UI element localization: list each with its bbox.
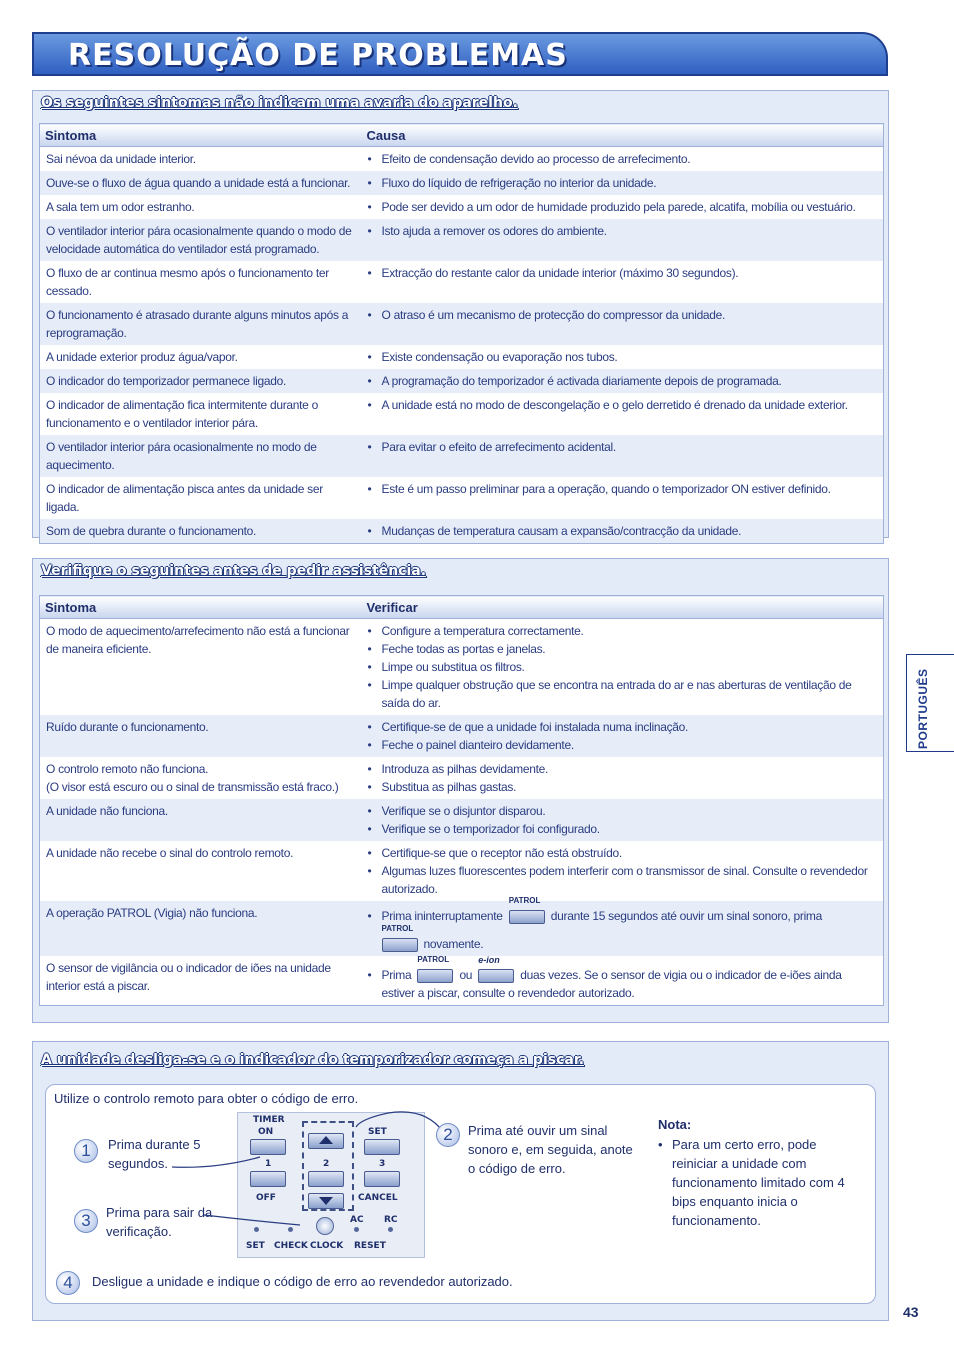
table-row [40,393,884,435]
note-title: Nota: [658,1117,692,1132]
check-item: • Limpe qualquer obstrução que se encontra na entrada do ar e nas aberturas de ventilação de saída do ar. [368,676,878,712]
cause-item: • Este é um passo preliminar para a operação, quando o temporizador ON estiver definido. [368,480,878,498]
check-item: • Verifique se o temporizador foi configurado. [368,820,878,838]
check-item: • Limpe ou substitua os filtros. [368,658,878,676]
step-number-4: 4 [56,1271,80,1295]
symptom-cell: O indicador do temporizador permanece ligado. [40,369,362,393]
cause-cell [362,435,884,477]
patrol-text-2: durante 15 segundos até ouvir um sinal sonoro, prima [550,909,823,923]
cause-item: • Efeito de condensação devido ao processo de arrefecimento. [368,150,878,168]
remote-cancel-label: CANCEL [358,1193,398,1203]
cause-item: • Fluxo do líquido de refrigeração no interior da unidade. [368,174,878,192]
symptom-cell: O indicador de alimentação pisca antes da unidade ser ligada. [46,482,323,514]
table-row [40,901,884,956]
button-label: PATROL [508,896,541,905]
ion-text-1: Prima [381,968,412,982]
check-cell [362,619,884,716]
callout-line-2 [356,1112,444,1133]
remote-num-3: 3 [379,1159,386,1169]
remote-bottom-reset: RESET [354,1241,386,1251]
col-header-check: Verificar [362,596,884,619]
check-cell [362,757,884,799]
page-title: RESOLUÇÃO DE PROBLEMAS [68,38,568,73]
check-cell [362,841,884,901]
language-tab [906,654,954,752]
remote-num-1: 1 [265,1159,272,1169]
step-3-text: Prima para sair da verificação. [106,1205,213,1239]
symptom-text: Ruído durante o funcionamento. [46,720,209,734]
ion-text-2: ou [459,968,473,982]
cause-cell [362,171,884,195]
check-item: • Certifique-se de que a unidade foi instalada numa inclinação. [368,718,878,736]
table-row [40,219,884,261]
check-item: • Verifique se o disjuntor disparou. [368,802,878,820]
cause-cell [362,345,884,369]
symptom-text: O controlo remoto não funciona. [46,762,209,776]
remote-rc-label: RC [384,1215,398,1225]
table-row [40,956,884,1006]
symptom-cell: Ouve-se o fluxo de água quando a unidade está a funcionar. [40,171,362,195]
step-2-text: Prima até ouvir um sinal sonoro e, em seguida, anote o código de erro. [468,1123,633,1176]
cause-item: • Mudanças de temperatura causam a expansão/contracção da unidade. [368,522,878,540]
note-item: • Para um certo erro, pode reiniciar a unidade com funcionamento limitado com 4 bips enquanto inicia o funcionamento. [658,1135,863,1230]
ion-text-3: duas vezes. Se o sensor de vigia ou o indicador de e-iões ainda estiver a piscar, consulte o revendedor autorizado. [381,968,842,1000]
table-row [40,171,884,195]
page-number: 43 [903,1304,919,1320]
callout-line-1 [172,1157,260,1167]
remote-bottom-clock: CLOCK [310,1241,344,1251]
symptom-cell: A sala tem um odor estranho. [46,200,195,214]
table-row [40,799,884,841]
table-row [40,435,884,477]
symptom-cell: O ventilador interior pára ocasionalmente no modo de aquecimento. [40,435,362,477]
col-header-symptom: Sintoma [40,596,362,619]
cause-item: • Existe condensação ou evaporação nos tubos. [368,348,878,366]
section-error-code [32,1041,889,1321]
symptom-cell: Sai névoa da unidade interior. [46,152,196,166]
table-row [40,519,884,544]
check-item: • Substitua as pilhas gastas. [368,778,878,796]
cause-cell [362,369,884,393]
step-1-text: Prima durante 5 segundos. [108,1137,201,1171]
remote-timer-label: TIMER [253,1115,285,1125]
title-banner [32,32,888,76]
cause-cell [362,303,884,345]
table-row [40,303,884,345]
table-row [40,345,884,369]
check-item: • Configure a temperatura correctamente. [368,622,878,640]
section-heading: Os seguintes sintomas não indicam uma avaria do aparelho. [41,95,518,111]
patrol-text-3: novamente. [423,937,484,951]
symptom-cell [40,715,362,757]
table-row [40,261,884,303]
check-cell [362,799,884,841]
step-4-text: Desligue a unidade e indique o código de erro ao revendedor autorizado. [92,1274,513,1289]
symptom-cell: Som de quebra durante o funcionamento. [40,519,362,544]
cause-item: • Isto ajuda a remover os odores do ambiente. [368,222,878,240]
table-row [40,477,884,519]
cause-cell [362,519,884,544]
cause-item: • Extracção do restante calor da unidade interior (máximo 30 segundos). [368,264,878,282]
cause-item: • Pode ser devido a um odor de humidade produzido pela parede, alcatifa, mobília ou vestuário. [368,198,878,216]
symptom-cell: A unidade exterior produz água/vapor. [46,350,238,364]
table-row [40,369,884,393]
check-item: • Certifique-se que o receptor não está obstruído. [368,844,878,862]
symptom-text: O modo de aquecimento/arrefecimento não está a funcionar de maneira eficiente. [46,624,350,656]
symptoms-table [39,123,884,544]
symptom-cell [40,841,362,901]
symptom-cell: O sensor de vigilância ou o indicador de iões na unidade interior está a piscar. [46,961,331,993]
section-heading: A unidade desliga-se e o indicador do temporizador começa a piscar. [41,1052,585,1068]
check-cell [362,715,884,757]
check-item: • Feche todas as portas e janelas. [368,640,878,658]
step-number-3: 3 [74,1209,98,1233]
section-check-before-service [32,558,889,1023]
cause-item: • A unidade está no modo de descongelação e o gelo derretido é drenado da unidade exterior. [368,396,878,414]
cause-item: • O atraso é um mecanismo de protecção do compressor da unidade. [368,306,878,324]
cause-cell [362,393,884,435]
patrol-button-icon [508,896,545,925]
section-heading: Verifique o seguintes antes de pedir assistência. [41,563,427,579]
remote-set-label: SET [368,1127,387,1137]
cause-cell [362,477,884,519]
remote-bottom-set: SET [246,1241,265,1251]
table-row [40,195,884,219]
intro-text: Utilize o controlo remoto para obter o código de erro. [54,1091,359,1106]
remote-off-label: OFF [256,1193,276,1203]
remote-bottom-check: CHECK [274,1241,308,1251]
check-item: • Introduza as pilhas devidamente. [368,760,878,778]
table-row [40,757,884,799]
symptom-cell: O funcionamento é atrasado durante alguns minutos após a reprogramação. [40,303,362,345]
eion-button-icon [478,955,514,984]
cause-item: • A programação do temporizador é activada diariamente depois de programada. [368,372,878,390]
cause-cell [362,261,884,303]
symptom-cell [40,757,362,799]
error-code-panel [45,1084,876,1304]
col-header-symptom: Sintoma [40,124,362,147]
check-table [39,595,884,1006]
check-item: • Algumas luzes fluorescentes podem interferir com o transmissor de sinal. Consulte o revendedor autorizado. [368,862,878,898]
check-cell [362,956,884,1006]
symptom-cell: A operação PATROL (Vigia) não funciona. [40,901,362,956]
symptom-cell [40,799,362,841]
table-row [40,619,884,716]
section-symptoms-not-faults [32,90,889,538]
symptom-text: A unidade não recebe o sinal do controlo remoto. [46,846,294,860]
button-label: e-ion [478,955,500,965]
remote-on-label: ON [258,1127,274,1137]
step-number-1: 1 [74,1139,98,1163]
table-row [40,841,884,901]
symptom-cell: O ventilador interior pára ocasionalmente quando o modo de velocidade automática do ventilador está programado. [40,219,362,261]
remote-ac-label: AC [350,1215,364,1225]
col-header-cause: Causa [362,124,884,147]
callout-line-3 [204,1215,300,1225]
patrol-text-1: Prima ininterruptamente [381,909,503,923]
symptom-subtext: (O visor está escuro ou o sinal de transmissão está fraco.) [46,780,339,794]
table-row [40,715,884,757]
cause-cell [362,147,884,172]
symptom-cell: O fluxo de ar continua mesmo após o funcionamento ter cessado. [46,266,329,298]
check-cell [362,896,884,956]
patrol-button-icon [417,955,453,984]
table-row [40,147,884,172]
symptom-text: A unidade não funciona. [46,804,168,818]
symptom-cell [40,619,362,716]
symptom-cell: O indicador de alimentação fica intermitente durante o funcionamento e o ventilador interior pára. [46,398,318,430]
step-number-2: 2 [436,1123,460,1147]
button-label: PATROL [381,924,414,933]
check-item: • Feche o painel dianteiro devidamente. [368,736,878,754]
cause-item: • Para evitar o efeito de arrefecimento acidental. [368,438,878,456]
language-label: PORTUGUÊS [916,668,930,749]
cause-cell [362,219,884,261]
remote-num-2: 2 [323,1159,330,1169]
patrol-button-icon [381,924,418,953]
cause-cell [362,195,884,219]
note-text [658,1135,863,1230]
button-label: PATROL [417,955,450,964]
